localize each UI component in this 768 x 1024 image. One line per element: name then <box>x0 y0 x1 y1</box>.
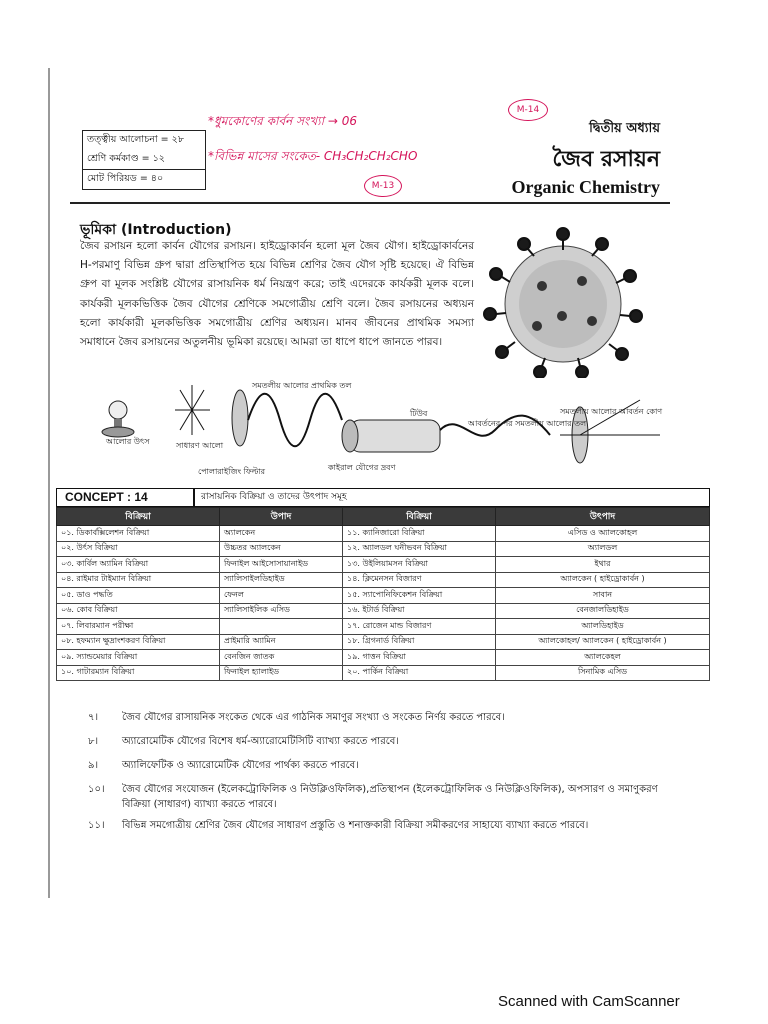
table-cell: ০৯. স্যান্ডমেয়ার বিক্রিয়া <box>57 650 220 666</box>
outcome-text: জৈব যৌগের রাসায়নিক সংকেত থেকে এর গাঠনিক সমাণুর সংখ্যা ও সংকেত নির্ণয় করতে পারবে। <box>122 712 505 723</box>
outcome-number: ৮। <box>88 736 99 747</box>
table-cell: ১৪. ক্লিমেনসন বিজারণ <box>343 572 496 588</box>
table-cell: ১৬. ইটার্ড বিক্রিয়া <box>343 603 496 619</box>
table-cell: ০৬. কোব বিক্রিয়া <box>57 603 220 619</box>
stat-row <box>83 169 205 189</box>
table-cell: ফেনল <box>220 588 343 604</box>
column-header: বিক্রিয়া <box>57 508 220 526</box>
concept-section <box>56 488 710 681</box>
table-cell: ১৫. স্যাপোনিফিকেশন বিক্রিয়া <box>343 588 496 604</box>
table-cell: ০৫. ডাও পদ্ধতি <box>57 588 220 604</box>
outcome-text: অ্যালিফেটিক ও অ্যারোমেটিক যৌগের পার্থক্য করতে পারবে। <box>122 760 359 771</box>
table-cell: সিনামিক এসিড <box>496 665 710 681</box>
table-row <box>57 526 710 542</box>
table-cell: ফিনাইল আইসোসায়ানাইড <box>220 557 343 573</box>
table-cell: ০৩. কার্বিল অ্যামিন বিক্রিয়া <box>57 557 220 573</box>
header-divider <box>70 202 670 204</box>
stat-value: = ৪০ <box>139 173 164 184</box>
table-header-row <box>57 508 710 526</box>
diagram-label-solution: কাইরাল যৌগের দ্রবণ <box>328 463 396 472</box>
table-row <box>57 541 710 557</box>
table-cell: ২০. পার্কিন বিক্রিয়া <box>343 665 496 681</box>
diagram-label-plane: সমতলীয় আলোর প্রাথমিক তল <box>252 381 352 390</box>
table-cell: অ্যালডিহাইড <box>496 619 710 635</box>
chapter-title-bangla: জৈব রসায়ন <box>552 147 660 172</box>
chapter-title-english: Organic Chemistry <box>511 177 660 197</box>
table-cell: ফিনাইল হ্যালাইড <box>220 665 343 681</box>
table-cell: উচ্চতর অ্যালকেন <box>220 541 343 557</box>
table-cell: ১৯. গাত্তন বিক্রিয়া <box>343 650 496 666</box>
table-cell: এসিড ও অ্যালকোহল <box>496 526 710 542</box>
table-cell: অ্যালকেন ( হাইড্রোকার্বন ) <box>496 572 710 588</box>
stat-row <box>83 131 205 150</box>
stat-row <box>83 150 205 169</box>
table-row <box>57 619 710 635</box>
handwritten-note-1: *ধুমকোণের কার্বন সংখ্যা → 06 <box>208 114 357 128</box>
outcome-text: বিভিন্ন সমগোত্রীয় শ্রেণির জৈব যৌগের সাধারণ প্রস্তুতি ও শনাক্তকারী বিক্রিয়া সমীকরণের সাহায্যে ব্যাখ্যা করতে পারবে। <box>122 820 589 831</box>
concept-bar <box>56 488 710 507</box>
table-cell: ১৩. উইলিয়ামসন বিক্রিয়া <box>343 557 496 573</box>
period-stats-box <box>82 130 206 190</box>
table-cell: অ্যালকেন <box>220 526 343 542</box>
intro-heading: ভূমিকা (Introduction) <box>80 222 232 238</box>
stat-label: শ্রেণি কর্মকাণ্ড <box>87 153 139 164</box>
outcome-text: অ্যারোমেটিক যৌগের বিশেষ ধর্ম-অ্যারোমেটিসিটি ব্যাখ্যা করতে পারবে। <box>122 736 399 747</box>
table-cell: ১০. গাটারম্যান বিক্রিয়া <box>57 665 220 681</box>
column-header: বিক্রিয়া <box>343 508 496 526</box>
table-cell: ০১. ডিকার্বক্সিলেশন বিক্রিয়া <box>57 526 220 542</box>
diagram-label-polarizer: পোলারাইজিং ফিল্টার <box>198 467 266 476</box>
reactions-table <box>56 507 710 681</box>
camscanner-watermark: Scanned with CamScanner <box>498 993 680 1010</box>
concept-title: রাসায়নিক বিক্রিয়া ও তাদের উৎপাদ সমূহ <box>201 492 347 502</box>
table-row <box>57 650 710 666</box>
outcome-number: ৯। <box>88 760 99 771</box>
table-row <box>57 572 710 588</box>
stat-label: মোট পিরিয়ড <box>87 173 137 184</box>
stat-value: = ২৮ <box>160 134 184 145</box>
diagram-label-source: আলোর উৎস <box>106 437 150 446</box>
diagram-label-ordinary: সাধারণ আলো <box>176 441 224 450</box>
intro-paragraph: জৈব রসায়ন হলো কার্বন যৌগের রসায়ন। হাইড্রোকার্বন হলো মূল জৈব যৌগ। হাইড্রোকার্বনের H-পরমাণু বিভিন্ন গ্রুপ দ্বারা প্রতিস্থাপিত হয়ে বিভিন্ন শ্রেণির জৈব যৌগ সৃষ্টি হয়েছে। ঐ বিভিন্ন গ্রুপ বা মূলক সংশ্লিষ্ট যৌগের রাসায়নিক ধর্ম নিয়ন্ত্রণ করে; তাই এদেরকে কার্যকরী মূলক বলে। কার্যকরী মূলকভিত্তিক জৈব যৌগের শ্রেণিকে সমগোত্রীয় শ্রেণি বলে। জৈব রসায়নের অধ্যয়ন হলো কার্যকারী মূলকভিত্তিক সমগোত্রীয় শ্রেণির অধ্যয়ন। মানব জীবনের প্রাথমিক সমস্যা সমাধানে জৈব রসায়নের অতুলনীয় ভূমিকা রয়েছে। আমরা তা ধাপে ধাপে জানতে পারব। <box>80 240 474 349</box>
diagram-label-rotated: আবর্তনের পর সমতলীয় আলোর তল <box>468 419 587 428</box>
table-row <box>57 634 710 650</box>
table-cell: অ্যালডল <box>496 541 710 557</box>
handwritten-note-2: *বিভিন্ন মাসের সংকেত- CH₃CH₂CH₂CHO <box>208 149 418 163</box>
table-cell: অ্যালকোহল/ অ্যালকেন ( হাইড্রোকার্বন ) <box>496 634 710 650</box>
diagram-label-angle: সমতলীয় আলোর আবর্তন কোণ <box>560 407 663 416</box>
table-cell: অ্যালকেহল <box>496 650 710 666</box>
table-row <box>57 588 710 604</box>
table-cell: ০৭. লিবারম্যান পরীক্ষা <box>57 619 220 635</box>
table-cell: স্যালিসাইলডিহাইড <box>220 572 343 588</box>
table-row <box>57 603 710 619</box>
polarimeter-diagram <box>80 380 670 480</box>
handwritten-circle-2: M-13 <box>364 175 402 197</box>
table-cell: সাবান <box>496 588 710 604</box>
table-cell: ০২. উর্ৎস বিক্রিয়া <box>57 541 220 557</box>
stat-label: তত্ত্বীয় আলোচনা <box>87 134 158 145</box>
outcome-number: ৭। <box>88 712 99 723</box>
table-cell: স্যালিসাইলিক এসিড <box>220 603 343 619</box>
concept-label: CONCEPT : 14 <box>57 489 195 506</box>
table-cell <box>220 619 343 635</box>
table-cell: বেনজালডিহাইড <box>496 603 710 619</box>
table-cell: প্রাইমারি অ্যামিন <box>220 634 343 650</box>
table-cell: ১১. ক্যানিজারো বিক্রিয়া <box>343 526 496 542</box>
outcome-number: ১১। <box>88 820 105 831</box>
column-header: উপাদ <box>220 508 343 526</box>
column-header: উৎপাদ <box>496 508 710 526</box>
outcome-text: জৈব যৌগের সংযোজন (ইলেকট্রোফিলিক ও নিউক্লিওফিলিক),প্রতিস্থাপন (ইলেকট্রোফিলিক ও নিউক্লিওফিলিক), অপসারণ ও সমাণুকরণ বিক্রিয়া (সাধারণ) ব্যাখ্যা করতে পারবে। <box>122 784 658 810</box>
table-cell: ০৪. রাইমার টাইম্যান বিক্রিয়া <box>57 572 220 588</box>
table-cell: ১৭. রোজেন মান্ড বিজারণ <box>343 619 496 635</box>
table-row <box>57 557 710 573</box>
table-cell: ১২. অ্যালডল ঘনীভবন বিক্রিয়া <box>343 541 496 557</box>
handwritten-circle-1: M-14 <box>508 99 548 121</box>
page-edge <box>48 68 50 898</box>
table-cell: ০৮. হফম্যান ক্ষুদ্রাংশকরণ বিক্রিয়া <box>57 634 220 650</box>
table-cell: ইথার <box>496 557 710 573</box>
table-row <box>57 665 710 681</box>
molecule-illustration <box>482 226 644 378</box>
table-cell: বেনজিন জাতক <box>220 650 343 666</box>
chapter-label: দ্বিতীয় অধ্যায় <box>589 121 660 136</box>
diagram-label-tube: টিউব <box>410 409 428 418</box>
stat-value: = ১২ <box>141 153 165 164</box>
outcome-number: ১০। <box>88 784 105 795</box>
table-cell: ১৮. গ্রিগনার্ড বিক্রিয়া <box>343 634 496 650</box>
